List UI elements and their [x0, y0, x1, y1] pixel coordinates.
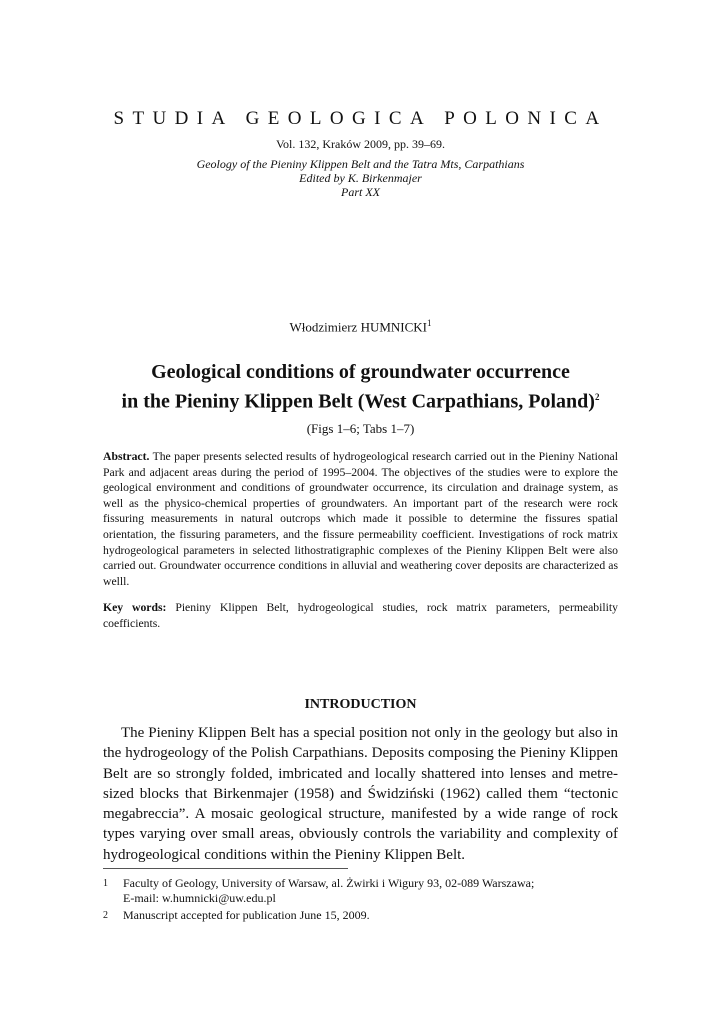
footnote-2	[103, 908, 618, 923]
title-line-2	[0, 385, 721, 415]
footnote-divider	[103, 868, 348, 869]
footnote-1	[103, 876, 618, 906]
keywords	[103, 600, 618, 631]
title-footnote-mark: 2	[594, 392, 600, 402]
keywords-text: Pieniny Klippen Belt, hydrogeological studies, rock matrix parameters, permeability coefficients.	[103, 601, 618, 630]
journal-name: STUDIA GEOLOGICA POLONICA	[113, 108, 608, 129]
footnote-1-number: 1	[103, 878, 108, 889]
introduction-heading: INTRODUCTION	[304, 697, 417, 712]
author-footnote-mark: 1	[427, 318, 432, 328]
volume-info: Vol. 132, Kraków 2009, pp. 39–69.	[275, 137, 446, 151]
series-part: Part XX	[341, 185, 380, 199]
figures-tables-note: (Figs 1–6; Tabs 1–7)	[306, 421, 415, 436]
series-info	[0, 157, 721, 199]
author-line	[0, 318, 721, 335]
footnote-2-text: Manuscript accepted for publication June 15, 2009.	[123, 908, 370, 922]
paper-title	[0, 360, 721, 415]
abstract	[103, 449, 618, 589]
author-name: Włodzimierz HUMNICKI	[289, 319, 428, 335]
introduction-paragraph: The Pieniny Klippen Belt has a special position not only in the geology but also in the hydrogeology of the Polish Carpathians. Deposits composing the Pieniny Klippen Belt are so strongly folded, imbricated and locally shattered into lenses and metre-sized blocks that Birkenmajer (1958) and Świdziński (1962) called them “tectonic megabreccia”. A mosaic geological structure, manifested by a wide range of rock types varying over small areas, obviously controls the variability and complexity of hydrogeological conditions within the Pieniny Klippen Belt.	[103, 725, 618, 863]
footnote-2-number: 2	[103, 910, 108, 921]
series-editor: Edited by K. Birkenmajer	[299, 171, 422, 185]
abstract-label: Abstract.	[103, 450, 150, 463]
series-title: Geology of the Pieniny Klippen Belt and the Tatra Mts, Carpathians	[196, 157, 525, 171]
title-line-2-text: in the Pieniny Klippen Belt (West Carpathians, Poland)	[121, 390, 595, 413]
title-line-1: Geological conditions of groundwater occurrence	[151, 361, 570, 383]
footnote-1-text: Faculty of Geology, University of Warsaw, al. Żwirki i Wigury 93, 02-089 Warszawa;	[123, 876, 535, 890]
keywords-label: Key words:	[103, 601, 167, 614]
abstract-text: The paper presents selected results of hydrogeological research carried out in the Pieniny National Park and adjacent areas during the period of 1995–2004. The objectives of the studies were to explore the geological environment and conditions of groundwater occurrence, its circulation and drainage system, as well as the physico-chemical properties of groundwaters. An important part of the research were rock fissuring measurements in natural outcrops which made it possible to determine the fissures spatial orientation, the fissuring parameters, and the fissure permeability coefficient. Investigations of rock matrix hydrogeological parameters in selected lithostratigraphic complexes of the Pieniny Klippen Belt were also carried out. Groundwater occurrence conditions in alluvial and weathering cover deposits are characterized as welll.	[103, 450, 618, 588]
footnote-1-email: E-mail: w.humnicki@uw.edu.pl	[123, 891, 276, 905]
